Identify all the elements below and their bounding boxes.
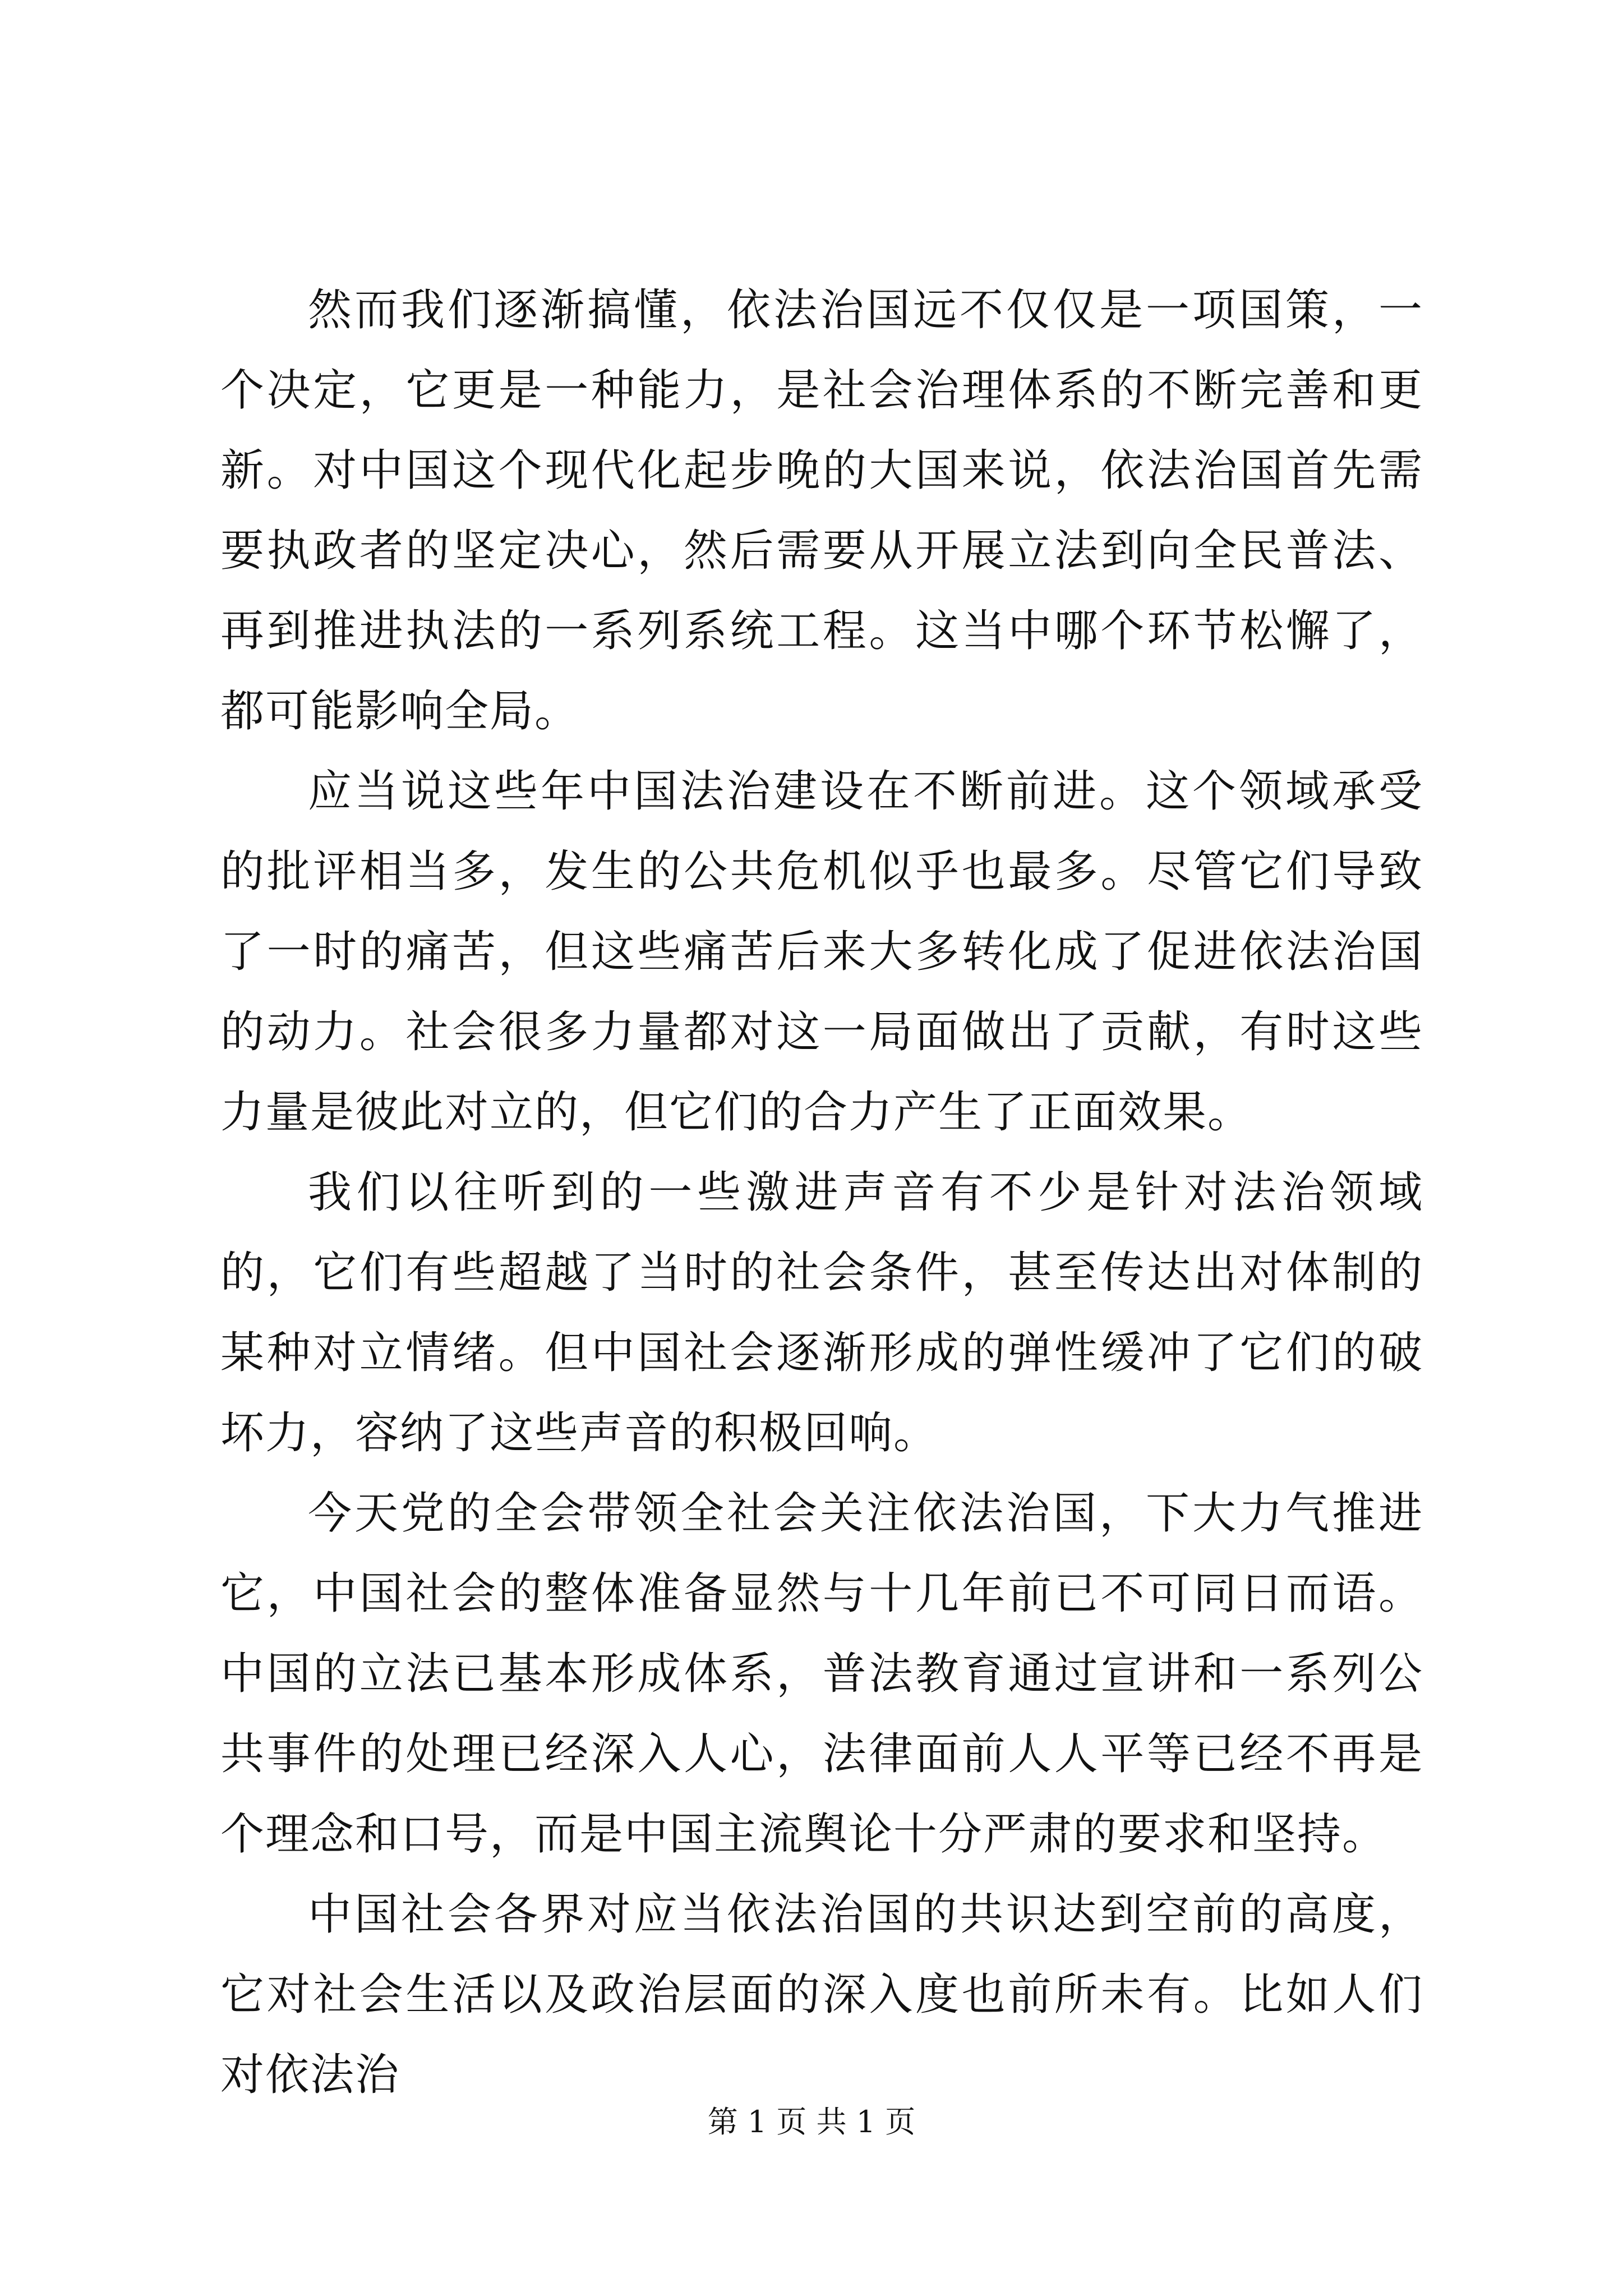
paragraph-1: 然而我们逐渐搞懂，依法治国远不仅仅是一项国策，一个决定，它更是一种能力，是社会治理体系的不断完善和更新。对中国这个现代化起步晚的大国来说，依法治国首先需要执政者的坚定决心，然后需要从开展立法到向全民普法、再到推进执法的一系列系统工程。这当中哪个环节松懈了，都可能影响全局。 bbox=[220, 285, 1423, 737]
paragraph-5: 中国社会各界对应当依法治国的共识达到空前的高度，它对社会生活以及政治层面的深入度也前所未有。比如人们对依法治 bbox=[220, 1889, 1423, 2100]
page-footer: 第 1 页 共 1 页 bbox=[707, 2104, 916, 2139]
paragraph-3: 我们以往听到的一些激进声音有不少是针对法治领域的，它们有些超越了当时的社会条件，甚至传达出对体制的某种对立情绪。但中国社会逐渐形成的弹性缓冲了它们的破坏力，容纳了这些声音的积极回响。 bbox=[220, 1167, 1423, 1458]
paragraph-4: 今天党的全会带领全社会关注依法治国，下大力气推进它，中国社会的整体准备显然与十几年前已不可同日而语。中国的立法已基本形成体系，普法教育通过宣讲和一系列公共事件的处理已经深入人心，法律面前人人平等已经不再是个理念和口号，而是中国主流舆论十分严肃的要求和坚持。 bbox=[220, 1488, 1423, 1860]
document-body bbox=[220, 270, 1423, 2115]
paragraph-2: 应当说这些年中国法治建设在不断前进。这个领域承受的批评相当多，发生的公共危机似乎也最多。尽管它们导致了一时的痛苦，但这些痛苦后来大多转化成了促进依法治国的动力。社会很多力量都对这一局面做出了贡献，有时这些力量是彼此对立的，但它们的合力产生了正面效果。 bbox=[220, 766, 1423, 1138]
